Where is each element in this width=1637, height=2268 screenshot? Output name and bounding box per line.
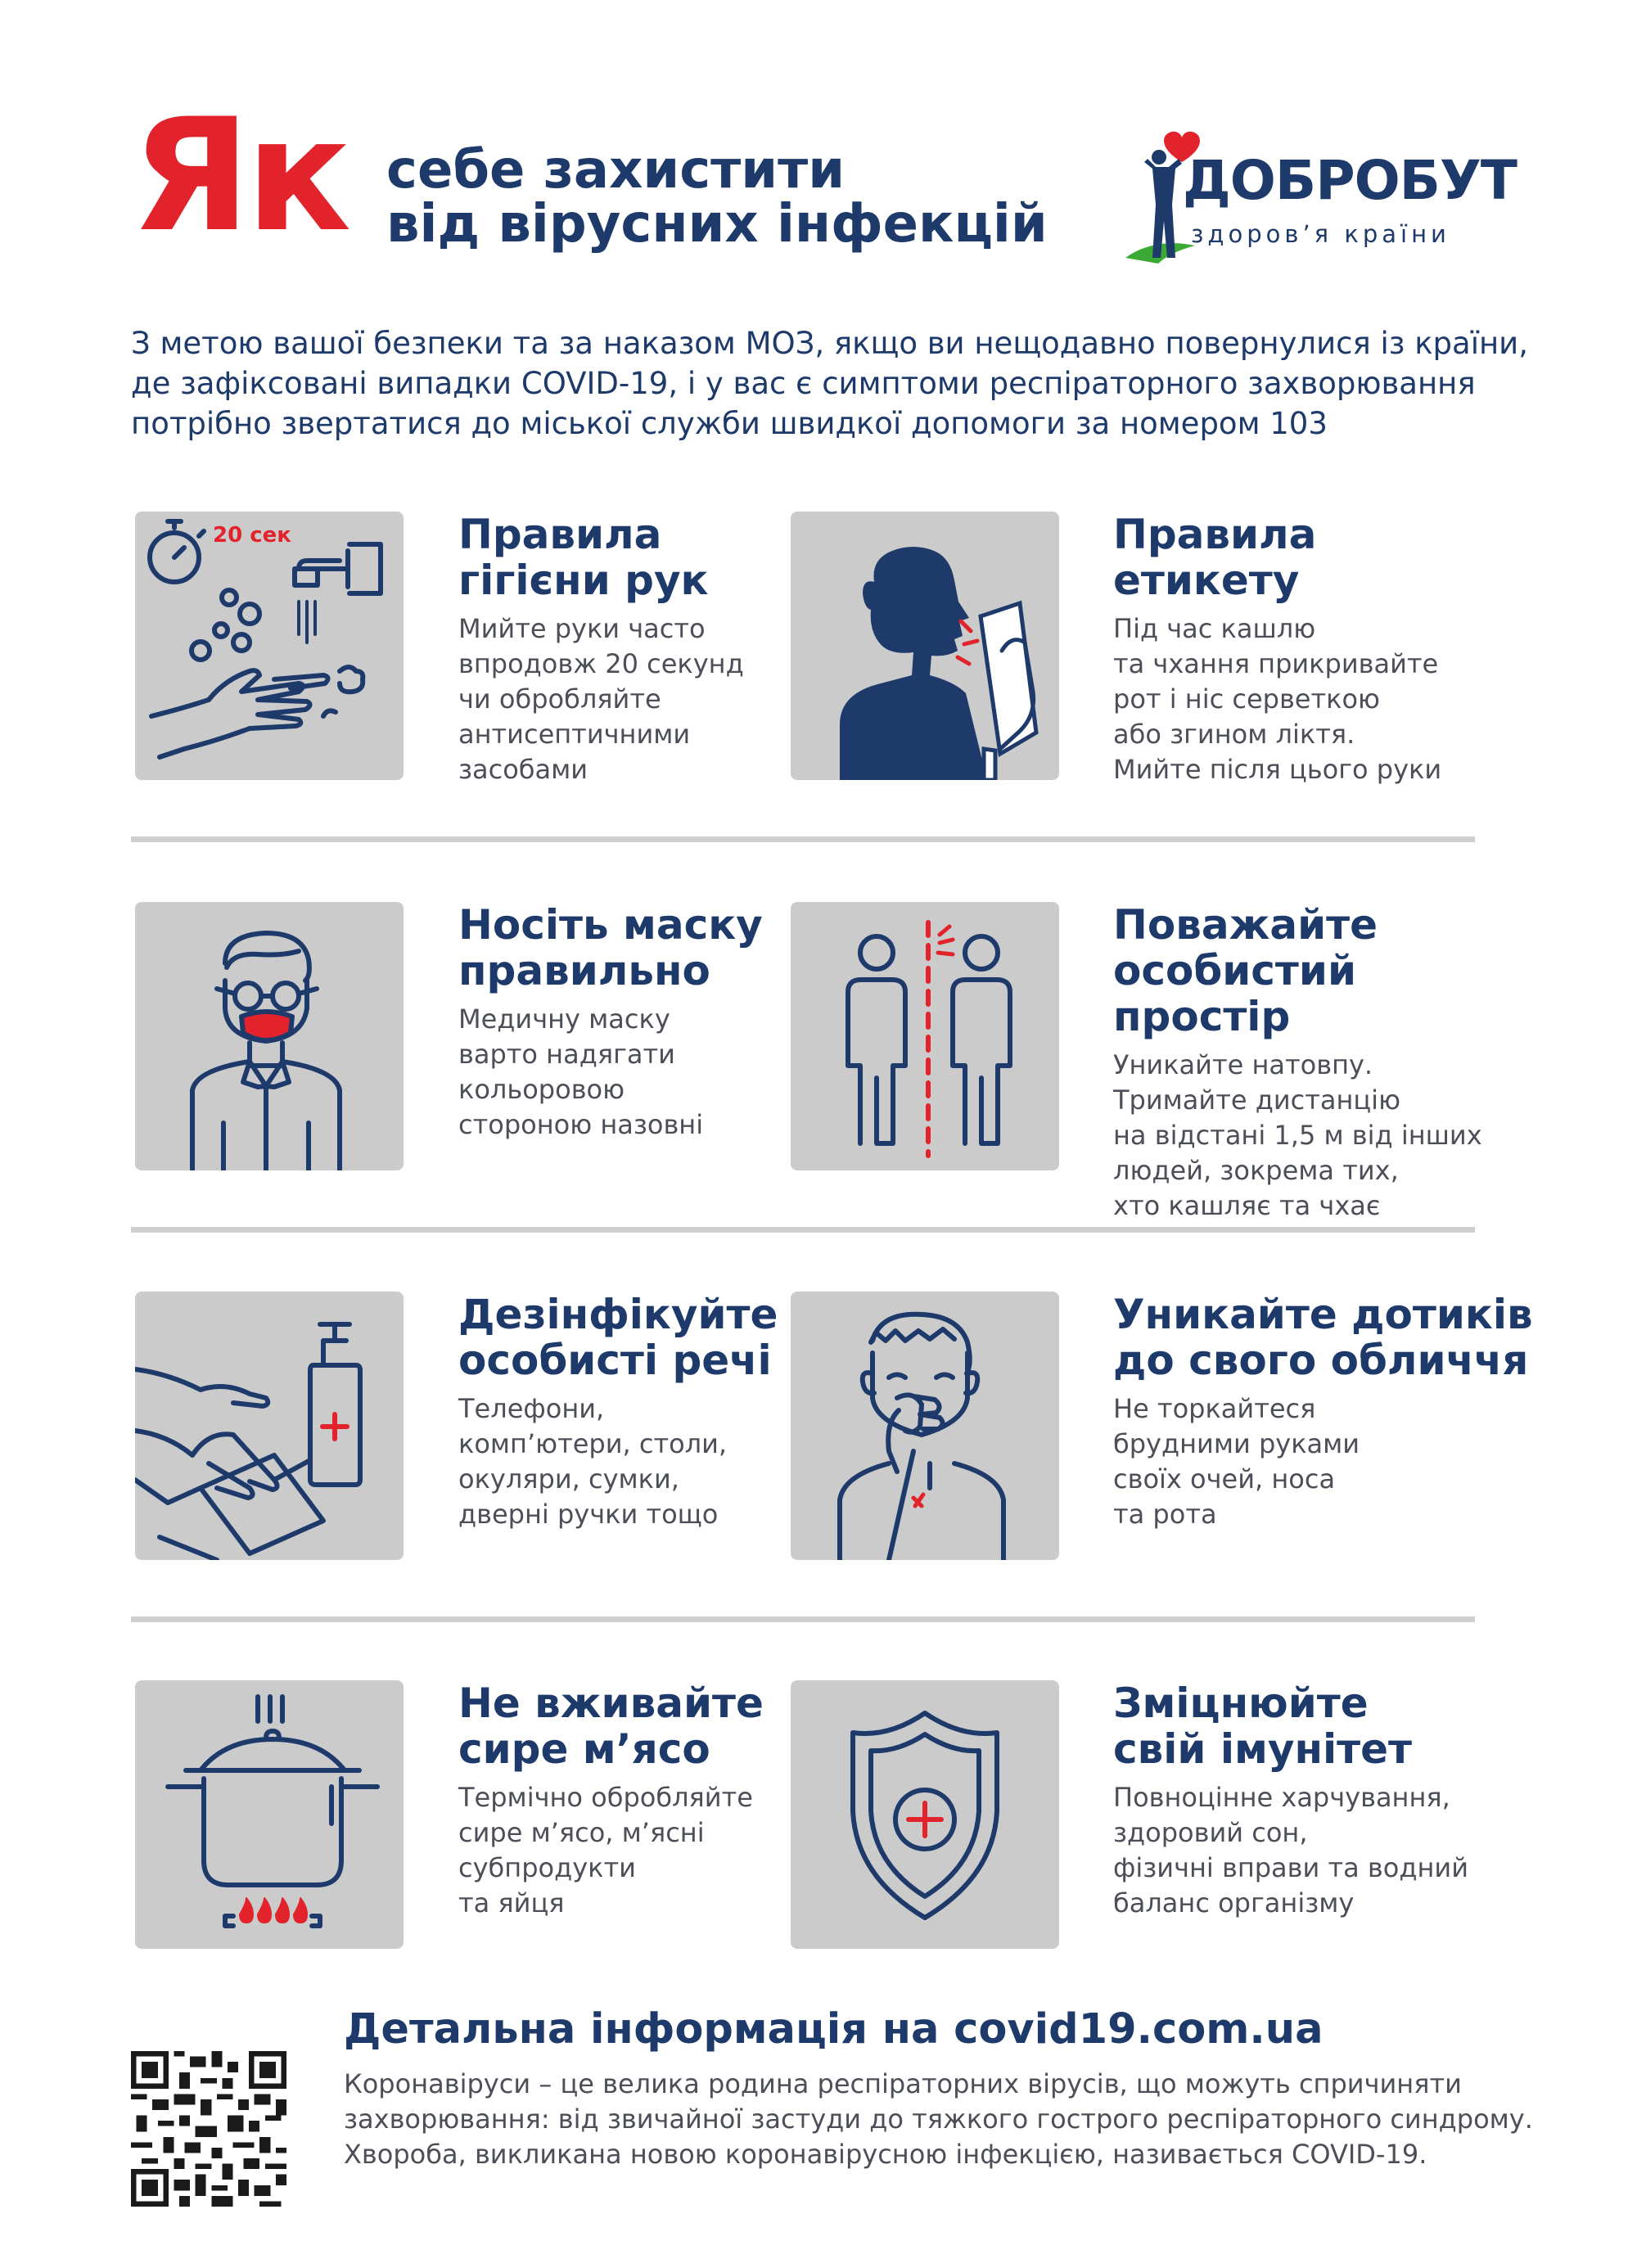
footer-text-line: Коронавіруси – це велика родина респіраторних вірусів, що можуть спричиняти: [344, 2068, 1462, 2099]
space-tile: [791, 902, 1059, 1170]
tip-text: [458, 1002, 810, 1143]
tip-title-line: правильно: [458, 947, 710, 994]
tip-text: [1113, 1391, 1539, 1532]
cooking-pot-icon: [135, 1680, 404, 1949]
disinfect-icon: [135, 1292, 404, 1560]
tip-text-line: баланс організму: [1113, 1887, 1355, 1919]
tip-text-line: Уникайте натовпу.: [1113, 1049, 1373, 1080]
tip-disinfect: [458, 1292, 810, 1532]
tip-text-line: дверні ручки тощо: [458, 1499, 719, 1530]
tip-text-line: субпродукти: [458, 1852, 636, 1883]
tip-text-line: Під час кашлю: [1113, 613, 1316, 644]
tip-title: [1113, 902, 1539, 1039]
handwash-tile: [135, 512, 404, 780]
tip-title-line: Дезінфікуйте: [458, 1291, 778, 1338]
tip-cooking: [458, 1680, 810, 1921]
tip-title-line: Зміцнюйте: [1113, 1680, 1369, 1727]
logo-tagline: здоров’я країни: [1191, 220, 1450, 248]
tip-title-line: Уникайте дотиків: [1113, 1291, 1533, 1338]
tip-title-line: Носіть маску: [458, 901, 763, 949]
tip-text-line: на відстані 1,5 м від інших: [1113, 1120, 1482, 1151]
tip-text-line: сире м’ясо, м’ясні: [458, 1817, 705, 1848]
tip-title-line: Поважайте: [1113, 901, 1378, 949]
tip-text-line: Телефони,: [458, 1393, 605, 1424]
qr-code-icon[interactable]: [131, 2051, 286, 2207]
tip-title-line: до свого обличчя: [1113, 1337, 1529, 1384]
footer-text: [344, 2067, 1572, 2172]
tip-title-line: гігієни рук: [458, 557, 709, 604]
tip-text-line: та яйця: [458, 1887, 565, 1919]
tip-text-line: Тримайте дистанцію: [1113, 1084, 1400, 1116]
tip-title: [458, 902, 810, 994]
tip-text: [1113, 611, 1522, 787]
title-big-word: Як: [131, 85, 347, 266]
tip-text-line: кольоровою: [458, 1074, 625, 1105]
tip-text-line: Не торкайтеся: [1113, 1393, 1316, 1424]
tip-title-line: сире м’ясо: [458, 1725, 710, 1773]
immunity-tile: [791, 1680, 1059, 1949]
tip-text-line: або згином ліктя.: [1113, 719, 1355, 750]
intro-line-1: З метою вашої безпеки та за наказом МОЗ, якщо ви нещодавно повернулися із країни,: [131, 326, 1528, 361]
cough-etiquette-icon: [791, 512, 1059, 780]
tip-mask: [458, 902, 810, 1143]
tip-text-line: хто кашляє та чхає: [1113, 1190, 1381, 1221]
section-divider: [131, 1227, 1475, 1233]
tip-title-line: Правила: [458, 511, 662, 558]
tip-text-line: брудними руками: [1113, 1428, 1360, 1459]
tip-title-line: етикету: [1113, 557, 1300, 604]
intro-paragraph: [131, 323, 1539, 444]
title-line-2: від вірусних інфекцій: [386, 194, 1048, 255]
tip-text-line: Мийте руки часто: [458, 613, 706, 644]
tip-title: [458, 512, 810, 603]
footer-text-line: захворювання: від звичайної застуди до тяжкого гострого респіраторного синдрому.: [344, 2103, 1533, 2135]
timer-badge: 20 сек: [213, 523, 291, 548]
tip-text-line: антисептичними: [458, 719, 691, 750]
no-face-touch-icon: [791, 1292, 1059, 1560]
tip-title-line: Правила: [1113, 511, 1317, 558]
tip-title: [458, 1680, 810, 1772]
tip-text-line: та чхання прикривайте: [1113, 648, 1439, 679]
tip-title-line: особисті речі: [458, 1337, 772, 1384]
face-mask-icon: [135, 902, 404, 1170]
tip-text-line: стороною назовні: [458, 1109, 704, 1140]
tip-title: [458, 1292, 810, 1383]
tip-text-line: рот і ніс серветкою: [1113, 683, 1380, 715]
tip-handwash: [458, 512, 810, 787]
tip-title: [1113, 1292, 1539, 1383]
tip-title: [1113, 1680, 1539, 1772]
tip-immunity: [1113, 1680, 1539, 1921]
face-touch-tile: [791, 1292, 1059, 1560]
tip-text-line: окуляри, сумки,: [458, 1463, 679, 1495]
tip-text: [458, 611, 810, 787]
mask-tile: [135, 902, 404, 1170]
disinfect-tile: [135, 1292, 404, 1560]
cooking-tile: [135, 1680, 404, 1949]
page-title: [386, 140, 1048, 255]
footer-heading: Детальна інформація на covid19.com.ua: [344, 2005, 1324, 2054]
section-divider: [131, 1616, 1475, 1622]
logo-name: ДОБРОБУТ: [1183, 149, 1517, 212]
tip-title-line: Не вживайте: [458, 1680, 764, 1727]
tip-text-line: Медичну маску: [458, 1003, 670, 1035]
section-divider: [131, 836, 1475, 842]
tip-text-line: Мийте після цього руки: [1113, 754, 1442, 785]
handwash-icon: [135, 512, 404, 780]
tip-title-line: свій імунітет: [1113, 1725, 1413, 1773]
tip-text-line: здоровий сон,: [1113, 1817, 1308, 1848]
title-line-1: себе захистити: [386, 140, 846, 201]
tip-text-line: людей, зокрема тих,: [1113, 1155, 1399, 1186]
intro-line-3: потрібно звертатися до міської служби швидкої допомоги за номером 103: [131, 406, 1328, 441]
tip-text: [458, 1391, 810, 1532]
intro-line-2: де зафіксовані випадки COVID-19, і у вас є симптоми респіраторного захворювання: [131, 366, 1476, 401]
tip-text-line: впродовж 20 секунд: [458, 648, 744, 679]
tip-etiquette: [1113, 512, 1522, 787]
tip-title: [1113, 512, 1522, 603]
tip-space: [1113, 902, 1539, 1224]
tip-text-line: Повноцінне харчування,: [1113, 1782, 1450, 1813]
cough-tile: [791, 512, 1059, 780]
tip-text-line: комп’ютери, столи,: [458, 1428, 728, 1459]
tip-text-line: чи обробляйте: [458, 683, 661, 715]
tip-text-line: своїх очей, носа: [1113, 1463, 1336, 1495]
tip-text-line: Термічно обробляйте: [458, 1782, 753, 1813]
tip-text-line: та рота: [1113, 1499, 1217, 1530]
tip-text: [1113, 1780, 1539, 1921]
tip-face-touch: [1113, 1292, 1539, 1532]
tip-text: [1113, 1048, 1539, 1224]
tip-text-line: засобами: [458, 754, 589, 785]
immunity-shield-icon: [791, 1680, 1059, 1949]
tip-title-line: особистий простір: [1113, 947, 1356, 1040]
footer-text-line: Хвороба, викликана новою коронавірусною інфекцією, називається COVID-19.: [344, 2139, 1427, 2170]
tip-text-line: фізичні вправи та водний: [1113, 1852, 1468, 1883]
tip-text: [458, 1780, 810, 1921]
personal-space-icon: [791, 902, 1059, 1170]
tip-text-line: варто надягати: [458, 1039, 675, 1070]
